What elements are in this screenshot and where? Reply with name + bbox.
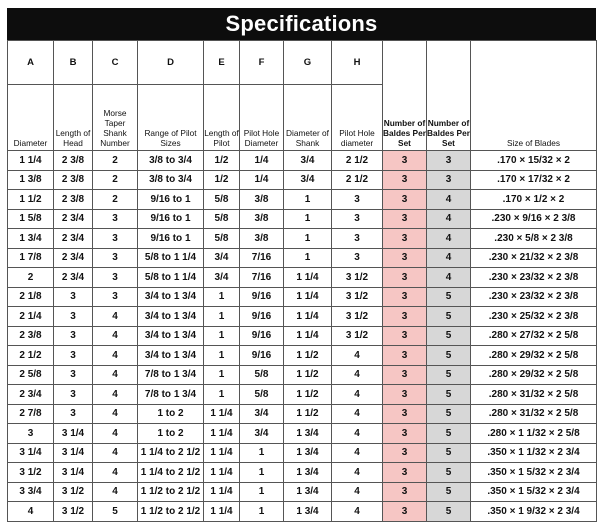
table-cell: 5 [93,502,138,522]
table-cell: 3/4 to 1 3/4 [138,346,204,366]
table-body [8,151,597,522]
table-cell: 3/4 to 1 3/4 [138,287,204,307]
letter-cell: D [138,41,204,85]
table-cell: 7/8 to 1 3/4 [138,385,204,405]
table-cell: 2 3/4 [54,229,93,249]
table-cell: 1 1/2 [284,385,332,405]
table-cell: 1 1/2 [8,190,54,210]
table-cell: 4 [93,346,138,366]
table-cell: 5 [427,443,471,463]
table-cell: 2 1/2 [332,170,383,190]
table-cell: 3 [427,151,471,171]
table-cell: 3 [54,287,93,307]
table-cell: .350 × 1 5/32 × 2 3/4 [471,482,597,502]
table-cell: 5/8 to 1 1/4 [138,248,204,268]
table-cell: 3 [383,326,427,346]
table-cell: 5 [427,326,471,346]
table-cell: 2 1/2 [332,151,383,171]
table-row [8,385,597,405]
table-cell: 1 [284,209,332,229]
table-cell: 3 1/4 [8,443,54,463]
table-cell: 4 [93,365,138,385]
table-cell: 5/8 [240,385,284,405]
table-cell: 4 [427,229,471,249]
table-cell: .280 × 27/32 × 2 5/8 [471,326,597,346]
table-cell: 4 [332,365,383,385]
table-cell: 3 [383,151,427,171]
table-cell: .230 × 23/32 × 2 3/8 [471,268,597,288]
table-cell: .170 × 17/32 × 2 [471,170,597,190]
table-cell: 1 [204,365,240,385]
table-row [8,229,597,249]
table-cell: 3 [54,346,93,366]
table-cell: 5/8 [240,365,284,385]
table-cell: .170 × 15/32 × 2 [471,151,597,171]
table-cell: 3 [383,287,427,307]
table-cell: 2 1/8 [8,287,54,307]
table-row [8,287,597,307]
table-cell: 1 1/2 to 2 1/2 [138,482,204,502]
table-cell: 3 1/4 [54,443,93,463]
letter-cell: A [8,41,54,85]
table-cell: 1 3/4 [284,443,332,463]
table-cell: 2 [8,268,54,288]
table-cell: 1 1/4 [204,404,240,424]
table-cell: 4 [93,482,138,502]
table-cell: 4 [332,443,383,463]
table-cell: 3 [54,326,93,346]
table-cell: 1 to 2 [138,404,204,424]
table-cell: 1 1/4 [204,463,240,483]
table-cell: 3/8 to 3/4 [138,151,204,171]
table-cell: 3/4 to 1 3/4 [138,326,204,346]
table-cell: 3 1/2 [54,502,93,522]
table-cell: 2 1/4 [8,307,54,327]
table-row [8,346,597,366]
table-row [8,248,597,268]
table-cell: 9/16 [240,346,284,366]
table-cell: 1 1/4 [284,287,332,307]
table-cell: 5 [427,463,471,483]
header-blade-size: Size of Blades [471,41,597,151]
header-cell: Length of Pilot [204,85,240,151]
table-cell: 3 [332,248,383,268]
table-cell: 3 [383,307,427,327]
table-cell: 1 1/4 [204,482,240,502]
table-cell: 5 [427,404,471,424]
table-cell: 3 [54,365,93,385]
table-cell: 1 [204,287,240,307]
table-cell: .230 × 9/16 × 2 3/8 [471,209,597,229]
table-cell: 1/4 [240,170,284,190]
table-cell: 3 [93,229,138,249]
letter-cell: F [240,41,284,85]
table-cell: 1 [284,248,332,268]
table-cell: 4 [93,443,138,463]
table-cell: 1 7/8 [8,248,54,268]
header-cell: Range of Pilot Sizes [138,85,204,151]
letter-cell: C [93,41,138,85]
table-cell: 4 [8,502,54,522]
table-cell: .280 × 29/32 × 2 5/8 [471,346,597,366]
table-cell: 1/2 [204,170,240,190]
table-cell: 9/16 to 1 [138,209,204,229]
table-row [8,424,597,444]
table-cell: .280 × 31/32 × 2 5/8 [471,404,597,424]
page-title: Specifications [7,8,596,40]
table-cell: 3 [383,346,427,366]
table-cell: 5/8 to 1 1/4 [138,268,204,288]
table-cell: 4 [332,385,383,405]
header-cell: Diameter of Shank [284,85,332,151]
table-cell: 4 [427,209,471,229]
header-cell: Morse Taper Shank Number [93,85,138,151]
table-cell: .350 × 1 5/32 × 2 3/4 [471,463,597,483]
table-cell: 2 5/8 [8,365,54,385]
table-cell: 1 1/4 [8,151,54,171]
letter-cell: H [332,41,383,85]
letter-row [8,41,597,85]
table-cell: 4 [93,385,138,405]
table-cell: 1 1/4 [284,326,332,346]
table-cell: 3 [383,268,427,288]
table-cell: 5/8 [204,190,240,210]
table-cell: 9/16 to 1 [138,190,204,210]
table-cell: 2 3/4 [54,268,93,288]
table-cell: 3 [383,443,427,463]
table-cell: 1 1/4 [204,502,240,522]
table-cell: 2 3/8 [54,190,93,210]
table-cell: 1 3/4 [8,229,54,249]
table-cell: 4 [332,346,383,366]
table-cell: 4 [332,502,383,522]
table-cell: 2 3/8 [54,170,93,190]
table-cell: 3 [383,365,427,385]
table-cell: 3 1/2 [332,287,383,307]
table-cell: 5 [427,385,471,405]
table-cell: 3/4 [284,170,332,190]
table-cell: 1 1/4 to 2 1/2 [138,443,204,463]
table-cell: .280 × 31/32 × 2 5/8 [471,385,597,405]
table-cell: 4 [332,463,383,483]
table-cell: 4 [332,404,383,424]
header-cell: Pilot Hole Diameter [240,85,284,151]
table-cell: 1 [284,190,332,210]
table-cell: 3 [383,404,427,424]
table-cell: 1 [240,482,284,502]
table-cell: 3 3/4 [8,482,54,502]
table-cell: .230 × 25/32 × 2 3/8 [471,307,597,327]
table-cell: 3 1/2 [332,268,383,288]
table-cell: 4 [332,482,383,502]
table-cell: 1 [240,463,284,483]
table-cell: 3/4 [204,248,240,268]
table-cell: 9/16 [240,287,284,307]
table-cell: 1 3/8 [8,170,54,190]
table-cell: 3 1/2 [8,463,54,483]
table-cell: 4 [427,268,471,288]
table-cell: 3 [54,404,93,424]
table-cell: .230 × 5/8 × 2 3/8 [471,229,597,249]
table-row [8,170,597,190]
table-cell: .350 × 1 1/32 × 2 3/4 [471,443,597,463]
table-cell: 2 [93,151,138,171]
table-cell: .280 × 29/32 × 2 5/8 [471,365,597,385]
table-cell: 9/16 [240,307,284,327]
table-cell: 1 [204,385,240,405]
table-cell: 7/8 to 1 3/4 [138,365,204,385]
table-cell: 1 to 2 [138,424,204,444]
table-row [8,404,597,424]
table-cell: 1 1/4 [284,268,332,288]
table-cell: .280 × 1 1/32 × 2 5/8 [471,424,597,444]
table-cell: 1 1/2 [284,365,332,385]
table-cell: 4 [93,404,138,424]
table-cell: 3 1/2 [54,482,93,502]
table-cell: 3 [54,385,93,405]
table-cell: 4 [93,326,138,346]
table-cell: 3 [8,424,54,444]
table-cell: 3 1/2 [332,326,383,346]
table-cell: 1 1/4 [204,424,240,444]
table-cell: 1 1/2 [284,346,332,366]
table-cell: 1 [204,326,240,346]
table-cell: 3/4 [204,268,240,288]
table-cell: 1 1/4 to 2 1/2 [138,463,204,483]
letter-cell: B [54,41,93,85]
table-cell: 3/8 [240,190,284,210]
table-cell: 2 7/8 [8,404,54,424]
table-cell: 2 [93,170,138,190]
table-row [8,502,597,522]
table-row [8,268,597,288]
table-cell: 3 [383,482,427,502]
table-cell: 1 3/4 [284,482,332,502]
table-cell: 5 [427,346,471,366]
table-cell: 3 [93,248,138,268]
table-cell: 1 1/2 to 2 1/2 [138,502,204,522]
table-cell: 3 [383,385,427,405]
table-cell: 3/4 [240,404,284,424]
table-cell: 1 5/8 [8,209,54,229]
table-cell: 3/8 [240,209,284,229]
table-cell: 5/8 [204,229,240,249]
table-cell: 4 [93,424,138,444]
table-cell: 1 [240,443,284,463]
table-cell: 5 [427,287,471,307]
table-cell: 7/16 [240,268,284,288]
table-cell: 4 [427,248,471,268]
table-cell: 1 [284,229,332,249]
header-cell: Pilot Hole diameter [332,85,383,151]
table-cell: 5 [427,365,471,385]
table-cell: 4 [332,424,383,444]
table-cell: 3 [427,170,471,190]
table-cell: 2 3/4 [54,248,93,268]
table-cell: 1 [204,346,240,366]
table-cell: 2 3/4 [8,385,54,405]
table-cell: 7/16 [240,248,284,268]
table-cell: 3/8 to 3/4 [138,170,204,190]
table-cell: 3/4 to 1 3/4 [138,307,204,327]
table-cell: 5 [427,502,471,522]
spec-sheet [7,8,596,522]
table-cell: 3/4 [240,424,284,444]
table-cell: 4 [93,463,138,483]
table-cell: 1 3/4 [284,424,332,444]
table-cell: 3 [332,209,383,229]
table-cell: .170 × 1/2 × 2 [471,190,597,210]
table-cell: 3 [54,307,93,327]
table-row [8,151,597,171]
table-cell: 2 1/2 [8,346,54,366]
table-cell: 3 [383,502,427,522]
table-cell: 2 3/4 [54,209,93,229]
table-cell: 1 [204,307,240,327]
table-cell: .230 × 23/32 × 2 3/8 [471,287,597,307]
table-row [8,209,597,229]
table-cell: 1/4 [240,151,284,171]
table-row [8,443,597,463]
table-row [8,482,597,502]
table-cell: 5 [427,424,471,444]
table-cell: 5/8 [204,209,240,229]
letter-cell: E [204,41,240,85]
table-row [8,307,597,327]
table-cell: 2 [93,190,138,210]
table-cell: 3/8 [240,229,284,249]
table-cell: 1 3/4 [284,463,332,483]
table-cell: 1 1/2 [284,404,332,424]
table-cell: 3 1/2 [332,307,383,327]
table-row [8,365,597,385]
table-cell: 3 [93,268,138,288]
table-cell: 4 [93,307,138,327]
header-blades-b: Number of Baldes Per Set [427,41,471,151]
table-cell: 3 [93,209,138,229]
table-cell: 1 1/4 [284,307,332,327]
table-cell: 1/2 [204,151,240,171]
table-cell: 3 [383,463,427,483]
table-cell: 3 [383,229,427,249]
table-cell: 3 [383,170,427,190]
spec-table [7,40,597,522]
table-cell: 1 [240,502,284,522]
table-cell: 3 [93,287,138,307]
table-cell: 1 3/4 [284,502,332,522]
table-cell: 2 3/8 [8,326,54,346]
header-blades-a: Number of Baldes Per Set [383,41,427,151]
letter-cell: G [284,41,332,85]
header-cell: Length of Head [54,85,93,151]
table-cell: 9/16 to 1 [138,229,204,249]
table-cell: 3 [383,424,427,444]
table-cell: 9/16 [240,326,284,346]
table-cell: 3 [332,229,383,249]
table-cell: 2 3/8 [54,151,93,171]
table-row [8,190,597,210]
table-row [8,463,597,483]
table-cell: 3 [332,190,383,210]
table-cell: 3/4 [284,151,332,171]
table-cell: 3 [383,209,427,229]
table-cell: 3 [383,190,427,210]
table-cell: .350 × 1 9/32 × 2 3/4 [471,502,597,522]
table-cell: .230 × 21/32 × 2 3/8 [471,248,597,268]
table-cell: 3 [383,248,427,268]
table-cell: 3 1/4 [54,424,93,444]
table-cell: 3 1/4 [54,463,93,483]
table-row [8,326,597,346]
table-cell: 1 1/4 [204,443,240,463]
header-cell: Diameter [8,85,54,151]
table-cell: 5 [427,482,471,502]
table-cell: 5 [427,307,471,327]
table-cell: 4 [427,190,471,210]
